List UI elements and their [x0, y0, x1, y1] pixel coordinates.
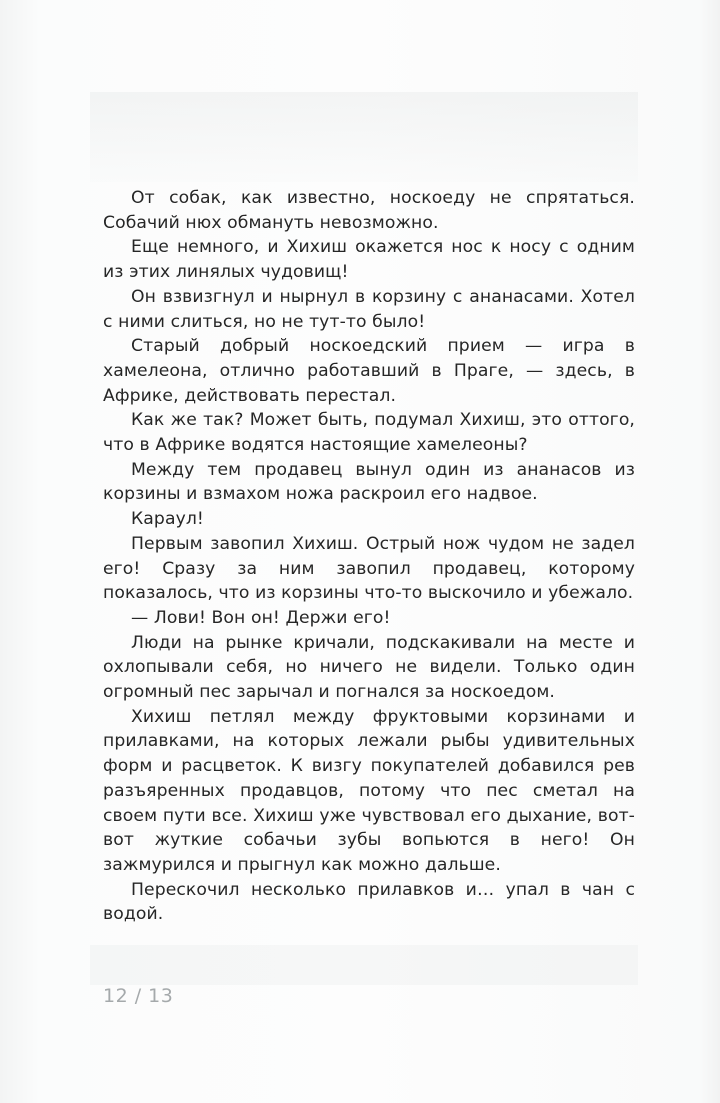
paragraph: От собак, как известно, носкоеду не спрятаться. Собачий нюх обмануть невозможно.: [103, 188, 635, 233]
paragraph: — Лови! Вон он! Держи его!: [131, 607, 391, 628]
page-number: 12 / 13: [103, 985, 174, 1007]
paragraph: Как же так? Может быть, подумал Хихиш, это оттого, что в Африке водятся настоящие хамелеоны?: [103, 410, 635, 456]
paragraph: Первым завопил Хихиш. Острый нож чудом не задел его! Сразу за ним завопил продавец, которому показалось, что из корзины что-то выскочило и убежало.: [103, 533, 635, 604]
paragraph: Он взвизгнул и нырнул в корзину с ананасами. Хотел с ними слиться, но не тут-то было!: [103, 286, 635, 332]
paragraph: Еще немного, и Хихиш окажется нос к носу с одним из этих линялых чудовищ!: [103, 237, 635, 283]
body-text: [103, 186, 635, 927]
paragraph: Караул!: [131, 509, 204, 530]
paragraph: Перескочил несколько прилавков и… упал в чан с водой.: [103, 879, 635, 925]
paragraph: Между тем продавец вынул один из ананасов из корзины и взмахом ножа раскроил его надвое.: [103, 459, 635, 505]
paragraph: Люди на рынке кричали, подскакивали на месте и охлопывали себя, но ничего не видели. Только один огромный пес зарычал и погнался за носкоедом.: [103, 632, 635, 703]
paragraph: Хихиш петлял между фруктовыми корзинами и прилавками, на которых лежали рыбы удивительных форм и расцветок. К визгу покупателей добавился рев разъяренных продавцов, потому что пес сметал на своем пути все. Хихиш уже чувствовал его дыхание, вот-вот жуткие собачьи зубы вопьются в него! Он зажмурился и прыгнул как можно дальше.: [103, 706, 635, 875]
paragraph: Старый добрый носкоедский прием — игра в хамелеона, отлично работавший в Праге, — здесь, в Африке, действовать перестал.: [103, 336, 635, 406]
show-through-top: [90, 92, 638, 182]
show-through-bottom: [90, 945, 638, 985]
